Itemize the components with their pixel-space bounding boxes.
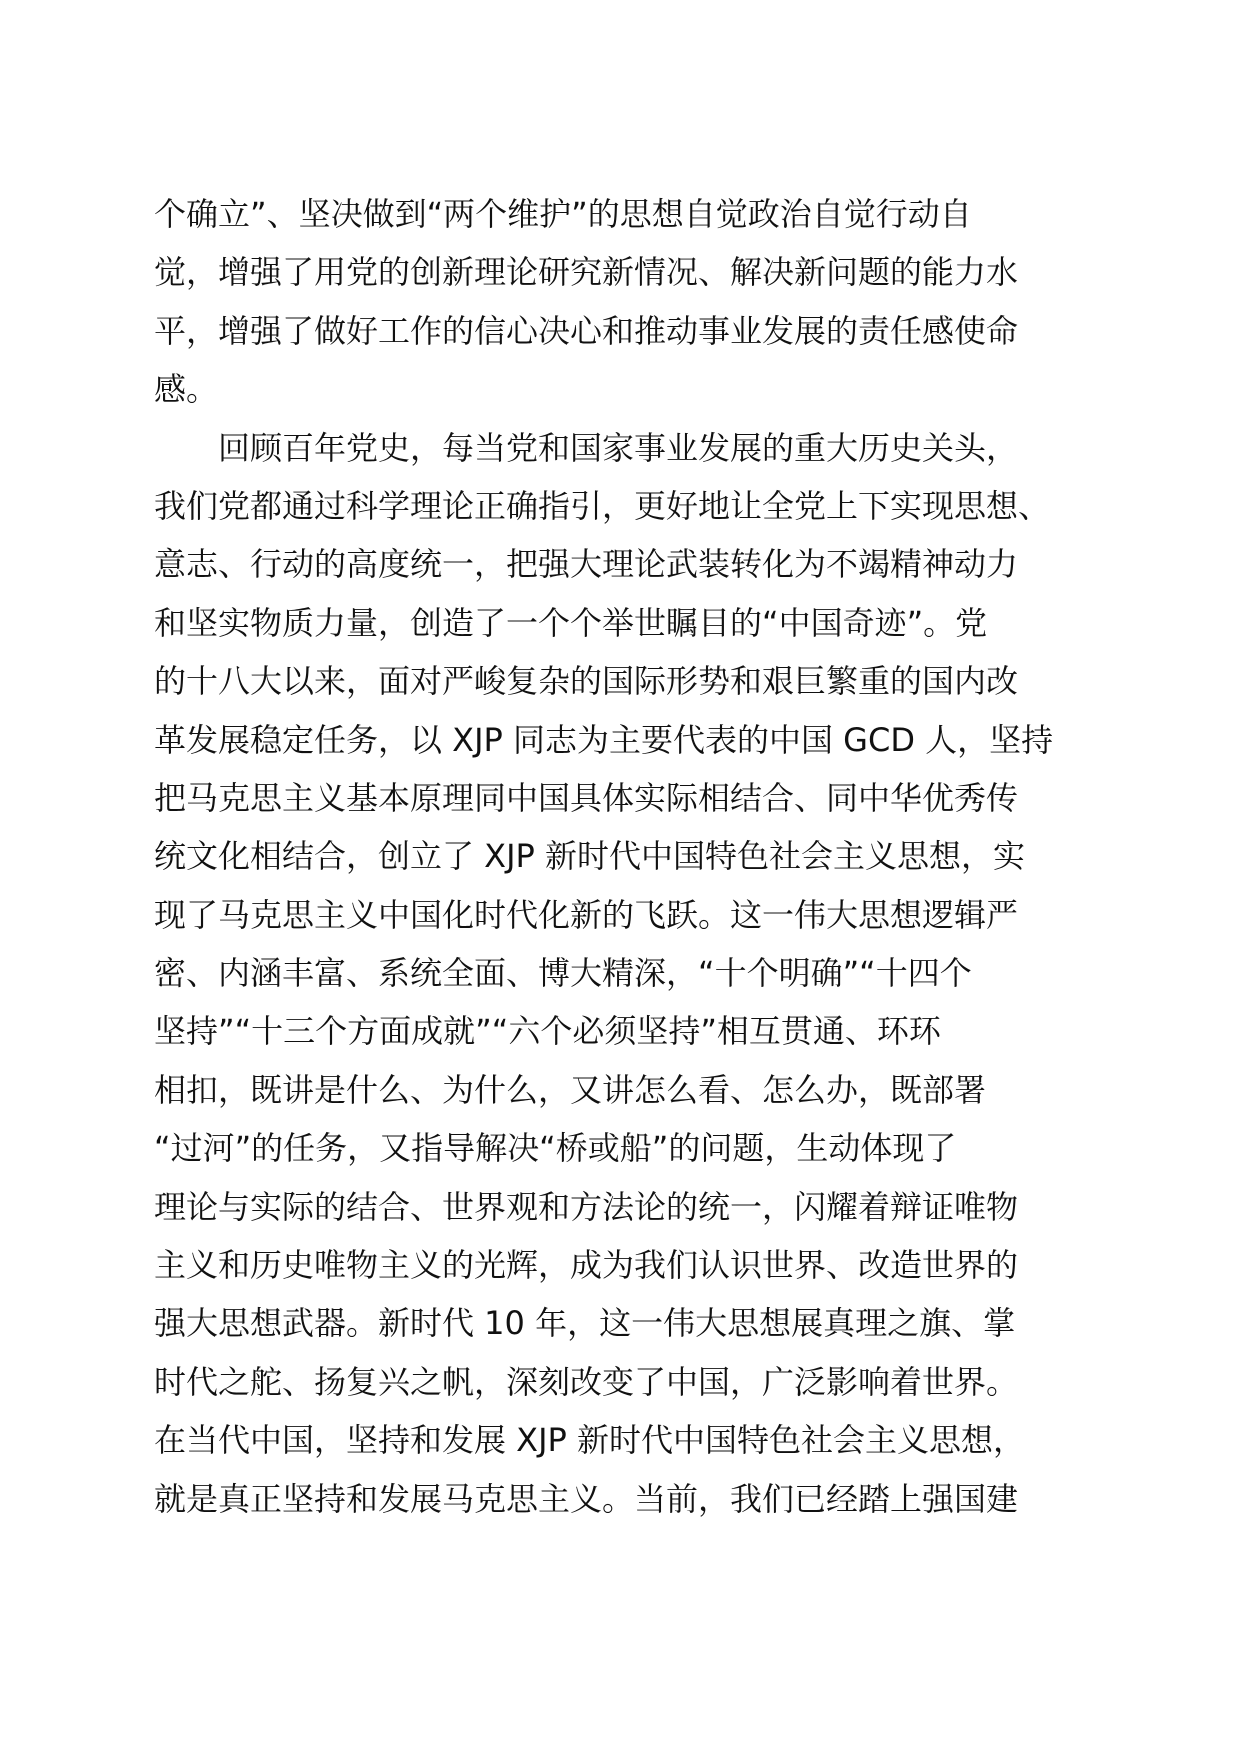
text-line: 坚持”“十三个方面成就”“六个必须坚持”相互贯通、环环 — [154, 1012, 941, 1051]
text-line: 觉，增强了用党的创新理论研究新情况、解决新问题的能力水 — [154, 253, 1019, 292]
text-line: 意志、行动的高度统一，把强大理论武装转化为不竭精神动力 — [154, 545, 1019, 584]
text-line: 统文化相结合，创立了 XJP 新时代中国特色社会主义思想，实 — [154, 837, 1026, 876]
text-line: 革发展稳定任务，以 XJP 同志为主要代表的中国 GCD 人，坚持 — [154, 720, 1054, 759]
text-line: 个确立”、坚决做到“两个维护”的思想自觉政治自觉行动自 — [154, 195, 972, 233]
text-line: 把马克思主义基本原理同中国具体实际相结合、同中华优秀传 — [154, 778, 1019, 817]
body-text — [154, 185, 1086, 1528]
text-line: “过河”的任务，又指导解决“桥或船”的问题，生动体现了 — [154, 1129, 957, 1168]
text-line: 在当代中国，坚持和发展 XJP 新时代中国特色社会主义思想， — [154, 1421, 1026, 1460]
text-line: 平，增强了做好工作的信心决心和推动事业发展的责任感使命 — [154, 311, 1019, 350]
text-line: 密、内涵丰富、系统全面、博大精深，“十个明确”“十四个 — [154, 954, 972, 993]
text-line: 感。 — [154, 370, 219, 409]
text-line: 相扣，既讲是什么、为什么，又讲怎么看、怎么办，既部署 — [154, 1070, 987, 1109]
text-line: 时代之舵、扬复兴之帆，深刻改变了中国，广泛影响着世界。 — [154, 1362, 1019, 1401]
text-line: 的十八大以来，面对严峻复杂的国际形势和艰巨繁重的国内改 — [154, 662, 1019, 701]
paragraph-start-line: 回顾百年党史，每当党和国家事业发展的重大历史关头， — [218, 428, 1019, 467]
text-line: 理论与实际的结合、世界观和方法论的统一，闪耀着辩证唯物 — [154, 1187, 1019, 1226]
text-line: 现了马克思主义中国化时代化新的飞跃。这一伟大思想逻辑严 — [154, 895, 1019, 934]
text-line: 我们党都通过科学理论正确指引，更好地让全党上下实现思想、 — [154, 486, 1051, 525]
text-line: 就是真正坚持和发展马克思主义。当前，我们已经踏上强国建 — [154, 1479, 1019, 1518]
text-line: 强大思想武器。新时代 10 年，这一伟大思想展真理之旗、掌 — [154, 1304, 1016, 1343]
text-line: 主义和历史唯物主义的光辉，成为我们认识世界、改造世界的 — [154, 1246, 1019, 1285]
text-line: 和坚实物质力量，创造了一个个举世瞩目的“中国奇迹”。党 — [154, 603, 988, 642]
